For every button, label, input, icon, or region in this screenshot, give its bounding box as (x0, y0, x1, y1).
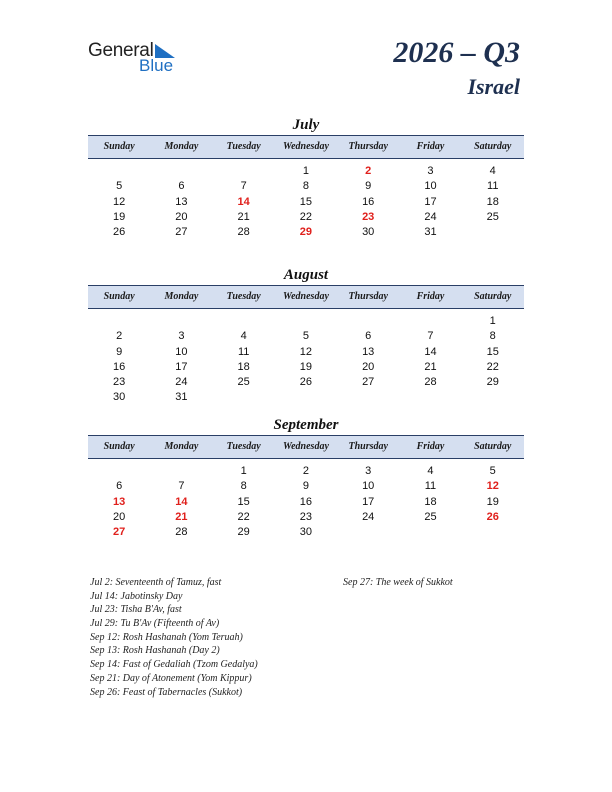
month-july (88, 115, 524, 240)
day-cell: 23 (299, 510, 313, 523)
day-cell: 26 (299, 376, 313, 389)
day-cell: 6 (178, 180, 185, 193)
day-cell: 10 (362, 480, 375, 493)
day-cell: 16 (113, 360, 126, 373)
day-cell: 9 (116, 345, 123, 358)
day-cell: 17 (175, 360, 188, 373)
day-cell (213, 314, 275, 329)
day-cell: 6 (365, 330, 372, 343)
day-cell: 6 (116, 480, 123, 493)
week-row (88, 345, 524, 360)
weekday-header (88, 435, 524, 459)
day-cell (399, 525, 461, 540)
weekday-saturday: Saturday (474, 141, 512, 152)
holiday-note: Sep 13: Rosh Hashanah (Day 2) (90, 645, 220, 657)
week-row (88, 479, 524, 494)
holiday-note: Sep 12: Rosh Hashanah (Yom Teruah) (90, 631, 243, 643)
holiday-note: Jul 14: Jabotinsky Day (90, 590, 183, 602)
day-cell (88, 314, 150, 329)
day-cell: 18 (486, 195, 499, 208)
day-cell: 15 (237, 495, 250, 508)
holiday-note: Sep 26: Feast of Tabernacles (Sukkot) (90, 686, 243, 698)
day-cell: 17 (362, 495, 375, 508)
country-title: Israel (467, 74, 520, 99)
day-cell (462, 390, 524, 405)
day-cell: 3 (178, 330, 185, 343)
day-cell: 24 (175, 376, 188, 389)
day-cell: 23 (362, 210, 375, 223)
holiday-note: Jul 2: Seventeenth of Tamuz, fast (90, 577, 222, 588)
day-cell: 1 (302, 165, 309, 177)
day-cell: 22 (486, 360, 499, 373)
week-row (88, 495, 524, 510)
weekday-tuesday: Tuesday (226, 141, 261, 152)
day-cell: 15 (486, 345, 499, 358)
weekday-header (88, 285, 524, 309)
month-name: July (292, 117, 320, 133)
weekday-sunday: Sunday (103, 141, 135, 152)
weekday-saturday: Saturday (474, 441, 512, 452)
day-cell (150, 314, 212, 329)
day-cell: 26 (113, 226, 126, 239)
day-cell: 5 (489, 465, 496, 477)
day-cell: 2 (116, 330, 123, 343)
holiday-note: Sep 27: The week of Sukkot (343, 577, 453, 588)
weekday-monday: Monday (164, 441, 199, 452)
day-cell: 25 (424, 510, 437, 523)
day-cell: 31 (175, 391, 188, 404)
day-cell: 27 (175, 226, 188, 239)
day-cell: 22 (237, 510, 250, 523)
day-cell (337, 525, 399, 540)
weekday-monday: Monday (164, 291, 199, 302)
day-cell: 4 (489, 165, 496, 177)
day-cell: 29 (299, 226, 313, 239)
weekday-sunday: Sunday (103, 441, 135, 452)
day-cell: 24 (424, 210, 437, 223)
day-cell: 12 (299, 345, 313, 358)
weekday-thursday: Thursday (348, 291, 388, 302)
weekday-saturday: Saturday (474, 291, 512, 302)
day-cell (399, 390, 461, 405)
day-cell: 13 (175, 195, 188, 208)
week-row (88, 179, 524, 194)
day-cell: 9 (302, 480, 309, 493)
day-cell: 11 (424, 480, 437, 493)
day-cell: 30 (299, 526, 313, 539)
week-row (88, 210, 524, 225)
month-september (88, 415, 524, 540)
week-row (88, 464, 524, 479)
day-cell (213, 390, 275, 405)
day-cell: 14 (424, 345, 437, 358)
day-cell: 2 (302, 465, 309, 477)
weekday-tuesday: Tuesday (226, 441, 261, 452)
week-row (88, 164, 524, 179)
notes-left (90, 576, 258, 699)
day-cell: 29 (237, 526, 250, 539)
week-row (88, 314, 524, 329)
day-cell: 10 (175, 345, 188, 358)
day-cell: 27 (113, 526, 126, 539)
day-cell: 21 (237, 210, 250, 223)
day-cell: 20 (175, 210, 188, 223)
holiday-note: Jul 29: Tu B'Av (Fifteenth of Av) (90, 618, 220, 630)
day-cell: 5 (116, 180, 123, 193)
day-cell (150, 464, 212, 479)
day-cell: 2 (365, 165, 372, 177)
day-cell (337, 390, 399, 405)
day-cell (150, 164, 212, 179)
day-cell: 8 (302, 180, 309, 193)
day-cell: 31 (424, 226, 437, 239)
day-cell: 10 (424, 180, 437, 193)
weekday-thursday: Thursday (348, 141, 388, 152)
page-title: 2026 – Q3 (393, 36, 520, 69)
day-cell: 7 (427, 330, 434, 343)
day-cell: 4 (240, 330, 247, 343)
day-cell (213, 164, 275, 179)
weekday-friday: Friday (416, 141, 445, 152)
day-cell: 4 (427, 465, 434, 477)
day-cell (337, 314, 399, 329)
day-cell: 1 (240, 465, 247, 477)
week-row (88, 390, 524, 405)
logo-word-blue: Blue (139, 56, 174, 75)
day-cell: 3 (365, 465, 372, 477)
day-cell: 25 (486, 210, 499, 223)
day-cell: 15 (299, 195, 313, 208)
day-cell: 18 (237, 360, 250, 373)
day-cell: 3 (427, 165, 434, 177)
day-cell: 30 (113, 391, 126, 404)
day-cell: 21 (175, 510, 188, 523)
day-cell: 24 (362, 510, 375, 523)
weekday-header (88, 135, 524, 159)
week-row (88, 510, 524, 525)
week-row (88, 329, 524, 344)
day-cell: 8 (489, 330, 496, 343)
weekday-thursday: Thursday (348, 441, 388, 452)
week-row (88, 195, 524, 210)
day-cell: 25 (237, 376, 250, 389)
day-cell: 28 (237, 226, 250, 239)
day-cell: 13 (113, 495, 126, 508)
month-name: August (283, 267, 329, 283)
day-cell (462, 225, 524, 240)
day-cell: 19 (113, 210, 126, 223)
day-cell: 14 (175, 495, 188, 508)
day-cell: 11 (487, 180, 499, 193)
day-cell (399, 314, 461, 329)
day-cell: 12 (113, 195, 126, 208)
day-cell: 14 (237, 195, 250, 208)
weekday-wednesday: Wednesday (282, 141, 329, 152)
day-cell: 28 (175, 526, 188, 539)
day-cell: 29 (486, 376, 499, 389)
day-cell: 18 (424, 495, 437, 508)
day-cell: 16 (362, 195, 375, 208)
day-grid (88, 464, 524, 540)
week-row (88, 225, 524, 240)
day-cell: 5 (302, 330, 309, 343)
holiday-note: Sep 14: Fast of Gedaliah (Tzom Gedalya) (90, 659, 258, 671)
day-grid (88, 314, 524, 406)
day-cell: 27 (362, 376, 375, 389)
day-cell: 20 (362, 360, 375, 373)
month-name: September (273, 417, 339, 433)
day-cell (462, 525, 524, 540)
weekday-sunday: Sunday (103, 291, 135, 302)
day-cell: 20 (113, 510, 126, 523)
logo-word-general: General (88, 40, 154, 61)
day-cell: 8 (240, 480, 247, 493)
holiday-note: Jul 23: Tisha B'Av, fast (90, 604, 182, 616)
weekday-tuesday: Tuesday (226, 291, 261, 302)
day-cell: 23 (113, 376, 126, 389)
weekday-wednesday: Wednesday (282, 441, 329, 452)
day-cell: 30 (362, 226, 375, 239)
day-cell: 28 (424, 376, 437, 389)
notes-right (343, 576, 453, 590)
day-cell: 9 (365, 180, 372, 193)
week-row (88, 375, 524, 390)
weekday-friday: Friday (416, 441, 445, 452)
day-cell: 12 (486, 480, 499, 493)
day-cell: 7 (240, 180, 247, 193)
day-grid (88, 164, 524, 240)
weekday-friday: Friday (416, 291, 445, 302)
day-cell: 1 (489, 315, 496, 327)
day-cell (275, 390, 337, 405)
day-cell (275, 314, 337, 329)
month-august (88, 265, 524, 406)
day-cell: 16 (299, 495, 313, 508)
week-row (88, 525, 524, 540)
weekday-wednesday: Wednesday (282, 291, 329, 302)
day-cell: 13 (362, 345, 375, 358)
day-cell: 17 (424, 195, 437, 208)
holiday-note: Sep 21: Day of Atonement (Yom Kippur) (90, 672, 252, 684)
day-cell: 19 (299, 360, 313, 373)
day-cell (88, 464, 150, 479)
day-cell: 21 (424, 360, 437, 373)
weekday-monday: Monday (164, 141, 199, 152)
day-cell (88, 164, 150, 179)
logo (88, 38, 188, 78)
day-cell: 7 (178, 480, 185, 493)
day-cell: 11 (237, 345, 250, 358)
day-cell: 22 (299, 210, 313, 223)
day-cell: 26 (486, 510, 499, 523)
day-cell: 19 (486, 495, 499, 508)
week-row (88, 360, 524, 375)
